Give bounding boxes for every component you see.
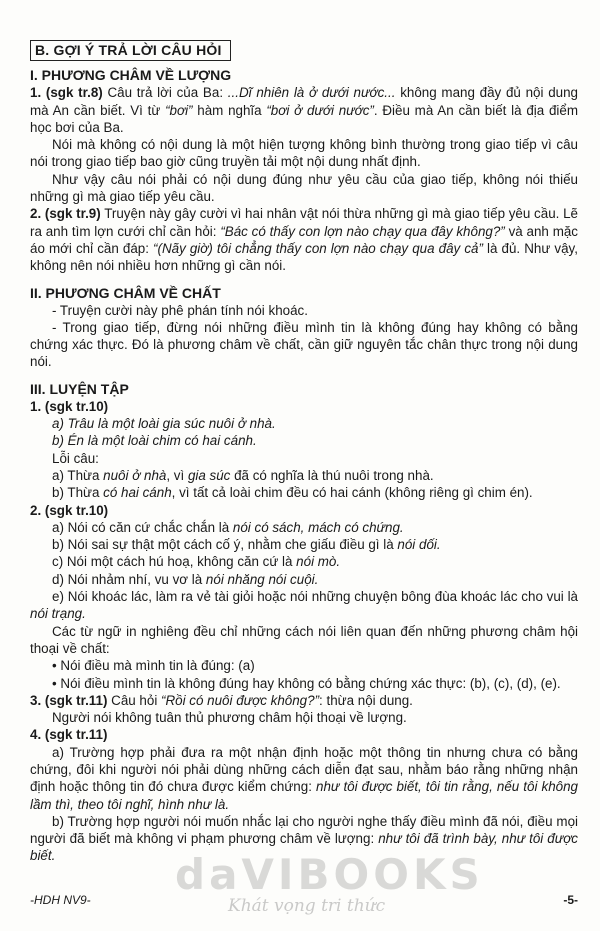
heading-part1: I. PHƯƠNG CHÂM VỀ LƯỢNG: [30, 67, 232, 84]
exercise-4-label: 4. (sgk tr.11): [30, 727, 108, 743]
q2-paragraph: 2. (sgk tr.9) Truyện này gây cười vì hai nhân vật nói thừa những gì mà giao tiếp yêu cầu. Lẽ ra anh tìm lợn cưới chỉ cần hỏi: “Bác có thấy con lợn nào chạy qua đây không?” và anh mặc áo mới chỉ cần đáp: “(Nãy giờ) tôi chẳng thấy con lợn nào chạy qua đây cả” là đủ. Như vậy, không nên nói nhiều hơn những gì cần nói.: [30, 206, 578, 274]
heading-part3: III. LUYỆN TẬP: [30, 380, 129, 397]
q1-paragraph-2: Nói mà không có nội dung là một hiện tượng không bình thường trong giao tiếp vì câu nói trong giao tiếp bao giờ cũng truyền tải một nội dung nhất định.: [30, 137, 578, 170]
e3-paragraph: Người nói không tuân thủ phương châm hội thoại về lượng.: [52, 710, 407, 726]
exercise-1-label: 1. (sgk tr.10): [30, 398, 109, 414]
e1-sentence-a: a) Trâu là một loài gia súc nuôi ở nhà.: [52, 416, 276, 432]
q1-paragraph: 1. (sgk tr.8) Câu trả lời của Ba: ...Dĩ nhiên là ở dưới nước... không mang đầy đủ nội dung mà An cần biết. Vì từ “bơi” hàm nghĩa “bơi ở dưới nước”. Điều mà An cần biết là địa điểm học bơi của Ba.: [30, 85, 579, 135]
exercise-3: 3. (sgk tr.11) Câu hỏi “Rồi có nuôi được không?”: thừa nội dung.: [30, 692, 413, 708]
part2-line-2: - Trong giao tiếp, đừng nói những điều mình tin là không đúng hay không có bằng chứng xác thực. Đó là phương châm về chất, cần giữ nguyên tắc chân thực trong nội dung nói.: [30, 319, 578, 370]
page-content: [30, 40, 578, 865]
e2-item-d: d) Nói nhảm nhí, vu vơ là nói nhăng nói cuội.: [52, 571, 319, 587]
e2-bullet-1: • Nói điều mà mình tin là đúng: (a): [52, 658, 255, 674]
e2-bullet-2: • Nói điều mình tin là không đúng hay không có bằng chứng xác thực: (b), (c), (d), (e).: [52, 675, 561, 691]
q1-paragraph-3: Như vậy câu nói phải có nội dung đúng như yêu cầu của giao tiếp, không nói thiếu những gì mà giao tiếp yêu cầu.: [30, 171, 578, 205]
e1-error-label: Lỗi câu:: [52, 450, 99, 466]
e2-item-b: b) Nói sai sự thật một cách cố ý, nhằm che giấu điều gì là nói dối.: [52, 537, 441, 553]
exercise-2-label: 2. (sgk tr.10): [30, 502, 109, 518]
page-footer: [30, 893, 578, 907]
heading-part2: II. PHƯƠNG CHÂM VỀ CHẤT: [30, 284, 221, 301]
e2-item-a: a) Nói có căn cứ chắc chắn là nói có sách, mách có chứng.: [52, 519, 404, 535]
watermark-tagline: Khát vọng tri thức: [228, 896, 386, 916]
page-number: -5-: [563, 893, 578, 907]
e1-fix-a: a) Thừa nuôi ở nhà, vì gia súc đã có nghĩa là thú nuôi trong nhà.: [52, 467, 434, 483]
watermark-brand: daVIBOOKS: [175, 850, 484, 899]
e1-sentence-b: b) Én là một loài chim có hai cánh.: [52, 433, 257, 449]
e2-item-c: c) Nói một cách hú hoạ, không căn cứ là nói mò.: [52, 554, 341, 570]
e2-item-e: e) Nói khoác lác, làm ra vẻ tài giỏi hoặc nói những chuyện bông đùa khoác lác cho vui là nói trạng.: [30, 589, 578, 622]
part2-line-1: - Truyện cười này phê phán tính nói khoác.: [52, 302, 308, 318]
footer-book-code: -HDH NV9-: [30, 893, 91, 907]
e1-fix-b: b) Thừa có hai cánh, vì tất cả loài chim đều có hai cánh (không riêng gì chim én).: [52, 485, 533, 501]
e2-paragraph: Các từ ngữ in nghiêng đều chỉ những cách nói liên quan đến những phương châm hội thoại về chất:: [30, 623, 578, 656]
e4-item-b: b) Trường hợp người nói muốn nhắc lại cho người nghe thấy điều mình đã nói, điều mọi người đã biết mà không vi phạm phương châm về lượng: như tôi đã trình bày, như tôi được biết.: [30, 813, 579, 864]
section-title: B. GỢI Ý TRẢ LỜI CÂU HỎI: [30, 40, 231, 61]
e4-item-a: a) Trường hợp phải đưa ra một nhận định hoặc một thông tin nhưng chưa có bằng chứng, đôi khi người nói phải dùng những cách diễn đạt sau, nhằm báo rằng những nhận định hoặc thông tin đó chưa được kiểm chứng: như tôi được biết, tôi tin rằng, nếu tôi không lầm thì, theo tôi nghĩ, hình như là.: [30, 744, 578, 812]
